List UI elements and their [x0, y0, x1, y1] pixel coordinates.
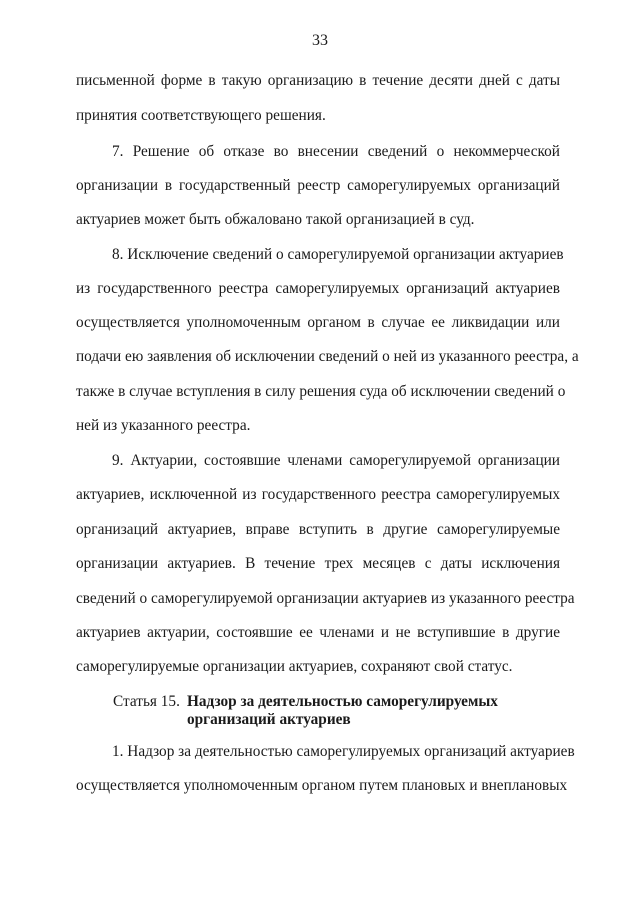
- article-title-line-1: Надзор за деятельностью саморегулируемых: [187, 693, 498, 710]
- text-line: сведений о саморегулируемой организации актуариев из указанного реестра: [76, 590, 575, 607]
- text-line: 1. Надзор за деятельностью саморегулируемых организаций актуариев: [112, 743, 575, 760]
- text-line: осуществляется уполномоченным органом в случае ее ликвидации или: [76, 314, 560, 331]
- article-label: Статья 15.: [113, 693, 180, 710]
- text-line: 9. Актуарии, состоявшие членами саморегулируемой организации: [112, 452, 560, 469]
- text-line: организации актуариев. В течение трех месяцев с даты исключения: [76, 555, 560, 572]
- article-title-line-2: организаций актуариев: [187, 711, 351, 728]
- text-line: осуществляется уполномоченным органом путем плановых и внеплановых: [76, 777, 568, 794]
- page-number: 33: [312, 32, 328, 49]
- text-line: также в случае вступления в силу решения суда об исключении сведений о: [76, 383, 566, 400]
- text-line: 8. Исключение сведений о саморегулируемой организации актуариев: [112, 246, 564, 263]
- text-line: организации в государственный реестр саморегулируемых организаций: [76, 177, 560, 194]
- text-line: принятия соответствующего решения.: [76, 107, 326, 124]
- article-title: [187, 693, 498, 729]
- text-line: актуариев, исключенной из государственного реестра саморегулируемых: [76, 486, 560, 503]
- text-line: ней из указанного реестра.: [76, 417, 251, 434]
- text-line: подачи ею заявления об исключении сведений о ней из указанного реестра, а: [76, 348, 579, 365]
- text-line: письменной форме в такую организацию в течение десяти дней с даты: [76, 72, 560, 89]
- text-line: актуариев может быть обжаловано такой организацией в суд.: [76, 211, 475, 228]
- text-line: 7. Решение об отказе во внесении сведений о некоммерческой: [112, 143, 560, 160]
- text-line: из государственного реестра саморегулируемых организаций актуариев: [76, 280, 560, 297]
- text-line: организаций актуариев, вправе вступить в другие саморегулируемые: [76, 521, 560, 538]
- text-line: актуариев актуарии, состоявшие ее членами и не вступившие в другие: [76, 624, 560, 641]
- text-line: саморегулируемые организации актуариев, сохраняют свой статус.: [76, 658, 513, 675]
